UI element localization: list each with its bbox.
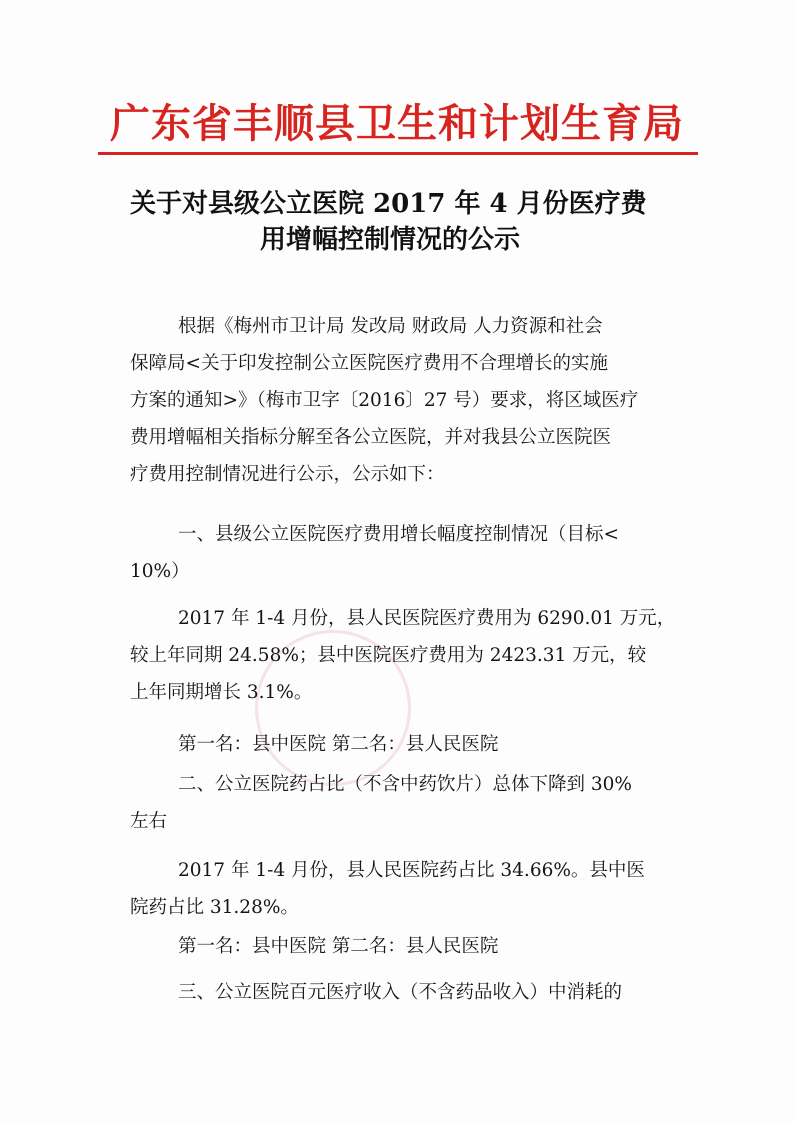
intro-paragraph [130,308,690,493]
intro-line: 方案的通知>》（梅市卫字〔2016〕27 号）要求，将区域医疗 [130,390,639,411]
intro-line: 保障局<关于印发控制公立医院医疗费用不合理增长的实施 [130,353,609,374]
section-2-ranking-line: 第一名：县中医院 第二名：县人民医院 [178,936,499,957]
intro-line: 根据《梅州市卫计局 发改局 财政局 人力资源和社会 [178,316,603,337]
intro-line: 疗费用控制情况进行公示，公示如下： [130,464,445,485]
section-2-ranking [130,928,690,965]
section-1-ranking [130,726,690,763]
document-title-line-1: 关于对县级公立医院 2017 年 4 月份医疗费 [130,189,647,219]
document-title [130,186,690,258]
section-1-heading [130,516,690,590]
section-3-heading [130,974,690,1011]
section-2-body-line: 院药占比 31.28%。 [130,897,299,918]
header-red-rule [98,152,698,155]
section-3-heading-line: 三、公立医院百元医疗收入（不含药品收入）中消耗的 [178,982,623,1003]
section-2-body-line: 2017 年 1-4 月份，县人民医院药占比 34.66%。县中医 [178,860,645,881]
section-1-body-line: 2017 年 1-4 月份，县人民医院医疗费用为 6290.01 万元， [178,608,676,629]
section-1-body-line: 较上年同期 24.58%；县中医院医疗费用为 2423.31 万元，较 [130,645,647,666]
section-1-heading-line: 10%） [130,561,190,582]
section-2-heading-line: 左右 [130,811,168,832]
section-2-heading-line: 二、公立医院药占比（不含中药饮片）总体下降到 30% [178,774,633,795]
intro-line: 费用增幅相关指标分解至各公立医院，并对我县公立医院医 [130,427,612,448]
section-1-body [130,600,690,711]
document-title-line-2: 用增幅控制情况的公示 [260,225,521,255]
org-header-title: 广东省丰顺县卫生和计划生育局 [110,100,684,147]
section-1-heading-line: 一、县级公立医院医疗费用增长幅度控制情况（目标< [178,524,620,545]
section-1-ranking-line: 第一名：县中医院 第二名：县人民医院 [178,734,499,755]
section-2-body [130,852,690,926]
section-1-body-line: 上年同期增长 3.1%。 [130,682,313,703]
section-2-heading [130,766,690,840]
